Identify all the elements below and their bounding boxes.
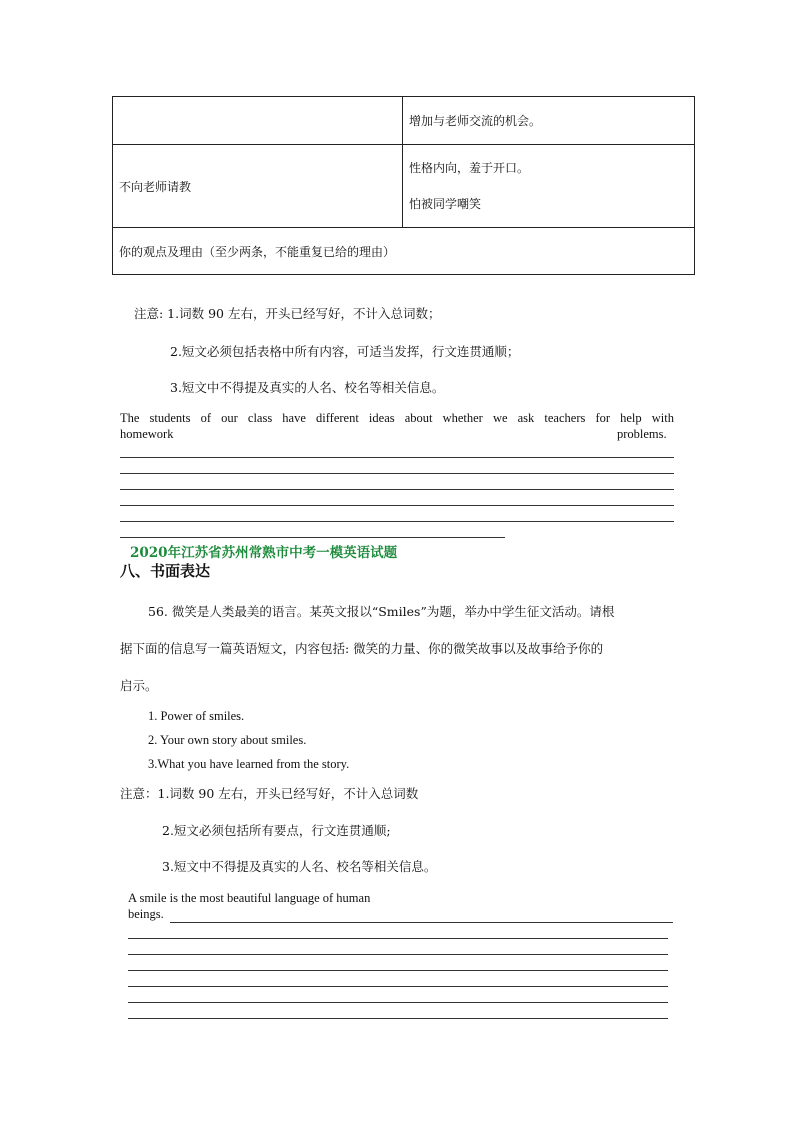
- point-item: 3.What you have learned from the story.: [148, 757, 350, 771]
- cell-text: 你的观点及理由（至少两条，不能重复已给的理由）: [119, 244, 396, 259]
- opening-sentence-word: homework: [120, 427, 174, 441]
- table-row: [113, 228, 695, 275]
- opinion-table: [112, 96, 695, 275]
- table-cell: [113, 228, 695, 275]
- writing-line: [128, 1002, 668, 1003]
- writing-line: [128, 954, 668, 955]
- section-title: 八、书面表达: [120, 562, 211, 580]
- writing-line: [128, 986, 668, 987]
- note-line-1: 注意: 1.词数 90 左右，开头已经写好，不计入总词数；: [134, 306, 441, 321]
- writing-line: [170, 922, 673, 923]
- cell-text: 增加与老师交流的机会。: [409, 113, 542, 128]
- writing-line: [128, 1018, 668, 1019]
- note2-line-3: 3.短文中不得提及真实的人名、校名等相关信息。: [162, 859, 437, 874]
- opening2-line-1: A smile is the most beautiful language of human: [128, 891, 371, 905]
- note-line-3: 3.短文中不得提及真实的人名、校名等相关信息。: [170, 380, 445, 395]
- writing-line: [128, 970, 668, 971]
- table-row: [113, 97, 695, 145]
- note2-line-2: 2.短文必须包括所有要点，行文连贯通顺;: [162, 823, 391, 838]
- writing-line: [128, 938, 668, 939]
- table-row: [113, 145, 695, 228]
- writing-line: [120, 473, 674, 474]
- opening-sentence: The students of our class have different ideas about whether we ask teachers for help with: [120, 411, 674, 425]
- writing-line: [120, 537, 505, 538]
- writing-line: [120, 457, 674, 458]
- task-line-1: 56. 微笑是人类最美的语言。某英文报以“Smiles”为题，举办中学生征文活动。请根: [148, 604, 615, 619]
- table-cell: [113, 145, 403, 228]
- opening2-line-2: beings.: [128, 907, 164, 921]
- writing-line: [120, 489, 674, 490]
- point-item: 2. Your own story about smiles.: [148, 733, 307, 747]
- point-item: 1. Power of smiles.: [148, 709, 245, 723]
- writing-line: [120, 521, 674, 522]
- task-line-3: 启示。: [120, 678, 158, 693]
- cell-text: 性格内向，羞于开口。: [409, 161, 530, 175]
- note2-line-1: 注意：1.词数 90 左右，开头已经写好，不计入总词数: [120, 786, 419, 801]
- task-line-2: 据下面的信息写一篇英语短文，内容包括: 微笑的力量、你的微笑故事以及故事给予你的: [120, 641, 604, 656]
- table-cell-empty: [113, 97, 403, 145]
- cell-text: 怕被同学嘲笑: [409, 197, 482, 211]
- table-cell: [403, 97, 695, 145]
- cell-text: 不向老师请教: [119, 179, 192, 194]
- source-heading: 2020年江苏省苏州常熟市中考一模英语试题: [130, 545, 398, 561]
- writing-line: [120, 505, 674, 506]
- note-line-2: 2.短文必须包括表格中所有内容，可适当发挥，行文连贯通顺；: [170, 344, 520, 359]
- opening-sentence-end: problems.: [617, 427, 667, 441]
- table-cell: [403, 145, 695, 228]
